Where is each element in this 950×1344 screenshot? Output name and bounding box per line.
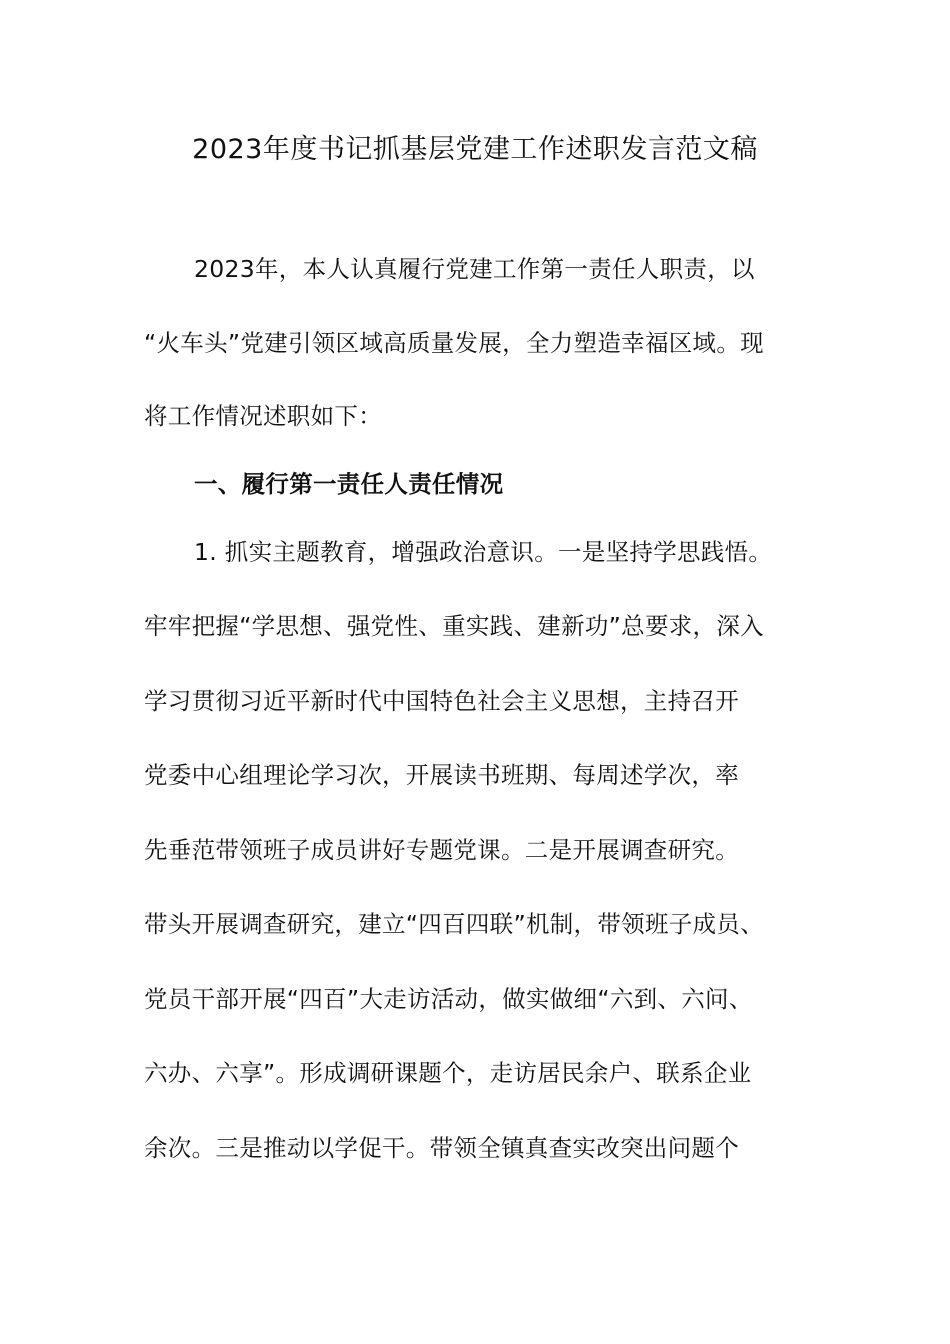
paragraph-line: 将工作情况述职如下： xyxy=(144,402,382,430)
paragraph-line: 余次。三是推动以学促干。带领全镇真查实改突出问题个 xyxy=(144,1134,739,1162)
paragraph-line: 先垂范带领班子成员讲好专题党课。二是开展调查研究。 xyxy=(144,836,739,864)
paragraph-line: 1. 抓实主题教育，增强政治意识。一是坚持学思践悟。 xyxy=(194,538,773,566)
section-heading: 一、履行第一责任人责任情况 xyxy=(194,470,504,498)
paragraph-line: “火车头”党建引领区域高质量发展，全力塑造幸福区域。现 xyxy=(144,329,764,357)
document-title: 2023年度书记抓基层党建工作述职发言范文稿 xyxy=(192,134,758,165)
paragraph-line: 党委中心组理论学习次，开展读书班期、每周述学次，率 xyxy=(144,761,739,789)
paragraph-line: 牢牢把握“学思想、强党性、重实践、建新功”总要求，深入 xyxy=(144,612,764,640)
paragraph-line: 2023年，本人认真履行党建工作第一责任人职责，以 xyxy=(194,255,755,283)
paragraph-line: 带头开展调查研究，建立“四百四联”机制，带领班子成员、 xyxy=(144,910,764,938)
paragraph-line: 六办、六享”。形成调研课题个，走访居民余户、联系企业 xyxy=(144,1059,752,1087)
paragraph-line: 党员干部开展“四百”大走访活动，做实做细“六到、六问、 xyxy=(144,985,753,1013)
paragraph-line: 学习贯彻习近平新时代中国特色社会主义思想，主持召开 xyxy=(144,687,739,715)
